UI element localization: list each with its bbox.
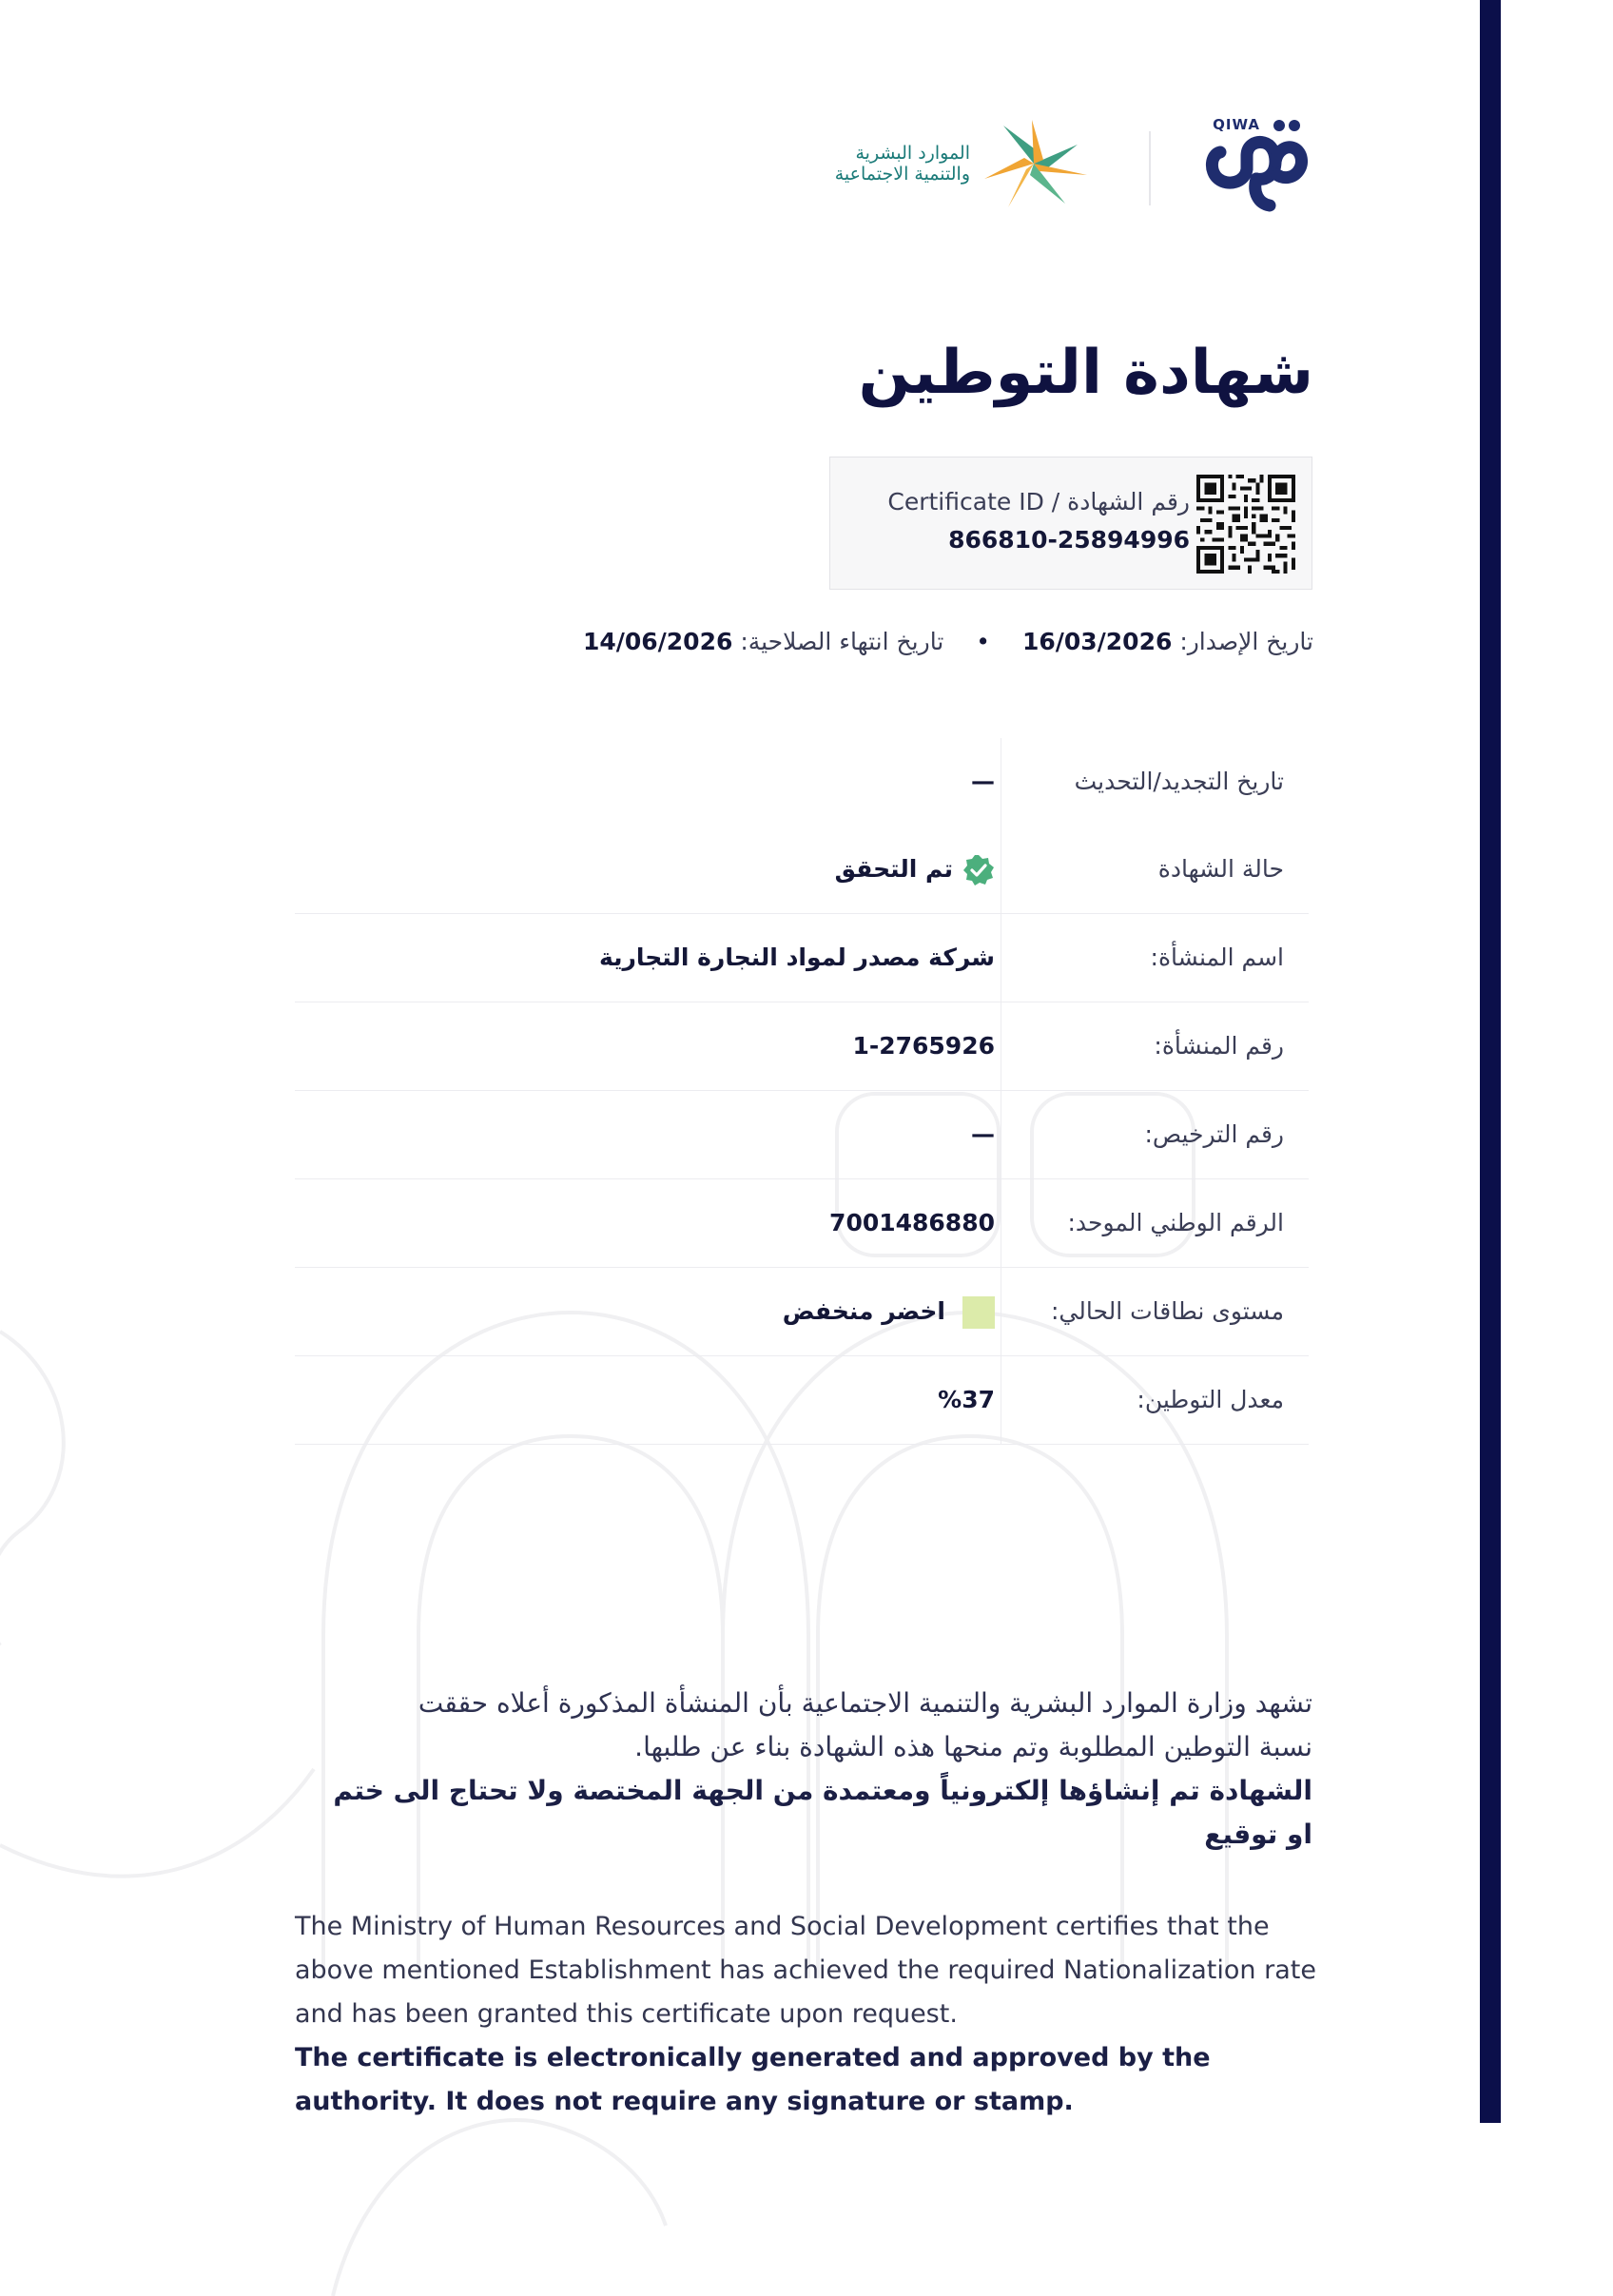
detail-label: مستوى نطاقات الحالي: (1051, 1297, 1284, 1325)
qiwa-wordmark: QIWA (1213, 116, 1260, 133)
detail-row-renewal-date (295, 738, 1309, 826)
detail-value: %37 (938, 1386, 995, 1413)
detail-value: — (971, 768, 995, 795)
expiry-date-value: 14/06/2026 (582, 628, 733, 655)
english-statement-line3: and has been granted this certificate upon request. (295, 1999, 958, 2029)
detail-label: حالة الشهادة (1157, 855, 1284, 883)
detail-label: رقم المنشأة: (1154, 1032, 1284, 1060)
detail-row-certificate-status (295, 826, 1309, 914)
detail-value: 7001486880 (829, 1209, 995, 1236)
certificate-dates (583, 628, 1313, 655)
nitaqat-color-swatch (962, 1296, 995, 1329)
english-statement-line2: above mentioned Establishment has achieved the required Nationalization rate (295, 1955, 1316, 1985)
certificate-id-box (829, 457, 1312, 590)
english-statement-line1: The Ministry of Human Resources and Social Development certifies that the (295, 1912, 1270, 1941)
header-logos (799, 105, 1317, 219)
arabic-statement (314, 1682, 1312, 1857)
detail-value: — (971, 1120, 995, 1148)
issue-date-value: 16/03/2026 (1021, 628, 1173, 655)
detail-row-license-number (295, 1091, 1309, 1179)
verified-check-icon (962, 854, 995, 886)
qr-code-icon[interactable] (1196, 475, 1295, 574)
qiwa-logo-icon (1203, 112, 1317, 217)
side-accent-bar (1480, 0, 1501, 2123)
certificate-details-table (295, 738, 1309, 1445)
detail-label: الرقم الوطني الموحد: (1067, 1209, 1284, 1236)
arabic-statement-line1: تشهد وزارة الموارد البشرية والتنمية الاجتماعية بأن المنشأة المذكورة أعلاه حققت (418, 1687, 1312, 1719)
expiry-date-label: تاريخ انتهاء الصلاحية: (740, 628, 944, 655)
ministry-name-line2: والتنمية الاجتماعية (834, 164, 970, 185)
detail-row-saudization-rate (295, 1356, 1309, 1445)
detail-label: رقم الترخيص: (1144, 1120, 1284, 1148)
detail-row-nitaqat-level (295, 1268, 1309, 1356)
english-statement (295, 1905, 1322, 2124)
arabic-statement-line2: نسبة التوطين المطلوبة وتم منحها هذه الشهادة بناء عن طلبها. (634, 1731, 1312, 1762)
detail-label: معدل التوطين: (1137, 1386, 1284, 1413)
date-separator: • (976, 628, 990, 655)
logo-separator (1149, 131, 1151, 205)
detail-row-establishment-name (295, 914, 1309, 1002)
detail-value: 1-2765926 (852, 1032, 995, 1060)
certificate-id-value: 866810-25894996 (948, 526, 1190, 554)
detail-value-status (835, 826, 995, 913)
detail-row-establishment-number (295, 1002, 1309, 1091)
detail-row-unified-national-number (295, 1179, 1309, 1268)
detail-value-nitaqat (783, 1268, 995, 1355)
certificate-id-label: Certificate ID / رقم الشهادة (887, 488, 1190, 516)
page-title: شهادة التوطين (858, 338, 1313, 408)
ministry-name (799, 143, 970, 185)
status-text: تم التحقق (834, 855, 953, 883)
english-statement-bold: The certificate is electronically generated and approved by the authority. It does not require any signature or stamp. (295, 2043, 1211, 2116)
issue-date-label: تاريخ الإصدار: (1179, 628, 1313, 655)
detail-label: اسم المنشأة: (1150, 944, 1284, 971)
nitaqat-level-text: اخضر منخفض (782, 1297, 945, 1325)
detail-label: تاريخ التجديد/التحديث (1074, 768, 1284, 795)
ministry-star-logo-icon (975, 116, 1089, 211)
detail-value: شركة مصدر لمواد النجارة التجارية (598, 944, 995, 971)
ministry-name-line1: الموارد البشرية (855, 143, 970, 164)
arabic-statement-bold: الشهادة تم إنشاؤها إلكترونياً ومعتمدة من الجهة المختصة ولا تحتاج الى ختم او توقيع (333, 1775, 1312, 1850)
